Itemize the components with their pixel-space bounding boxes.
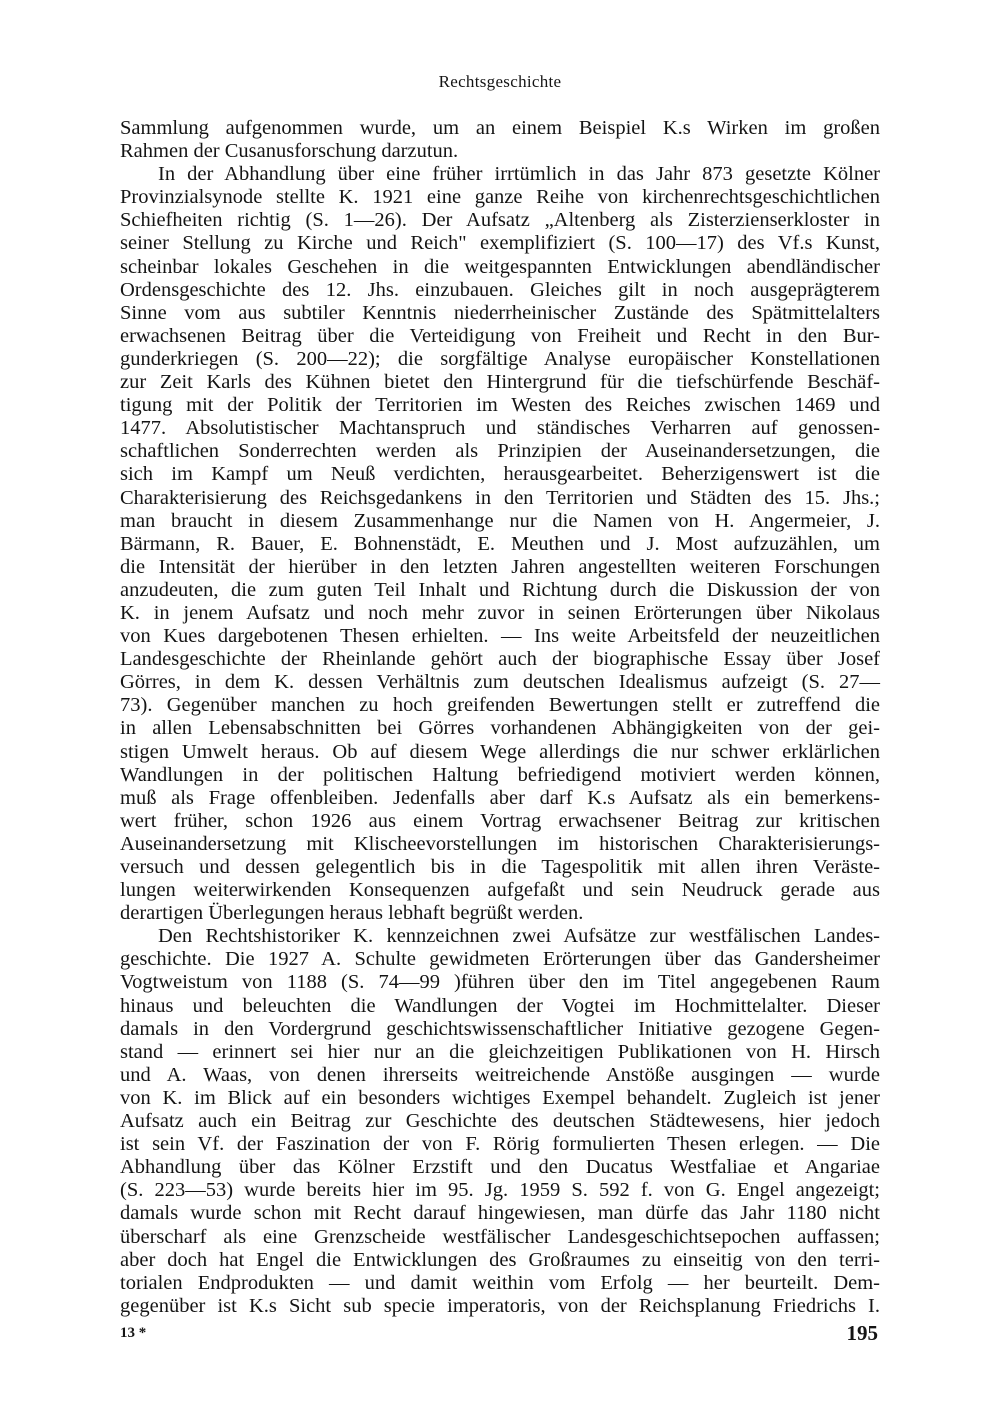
- text-line: damals wurde schon mit Recht darauf hingewiesen, man dürfe das Jahr 1180 nicht: [120, 1202, 880, 1225]
- text-line: Sinne vom aus subtiler Kenntnis niederrheinischer Zustände des Spätmittelalters: [120, 301, 880, 324]
- text-line: damals in den Vordergrund geschichtswissenschaftlicher Initiative gezogene Gegen-: [120, 1017, 880, 1040]
- text-line: Wandlungen in der politischen Haltung befriedigend motiviert werden können,: [120, 763, 880, 786]
- text-line: K. in jenem Aufsatz und noch mehr zuvor in seinen Erörterungen über Nikolaus: [120, 601, 880, 624]
- text-line: Sammlung aufgenommen wurde, um an einem Beispiel K.s Wirken im großen: [120, 117, 880, 139]
- text-line: Schiefheiten richtig (S. 1—26). Der Aufsatz „Altenberg als Zisterzienserkloster in: [120, 209, 880, 232]
- text-line: Auseinandersetzung mit Klischeevorstellungen im historischen Charakterisierungs-: [120, 832, 880, 855]
- text-line: die Intensität der hierüber in den letzten Jahren angestellten weiteren Forschungen: [120, 555, 880, 578]
- text-line: (S. 223—53) wurde bereits hier im 95. Jg. 1959 S. 592 f. von G. Engel angezeigt;: [120, 1179, 880, 1202]
- text-line: Görres, in dem K. dessen Verhältnis zum deutschen Idealismus aufzeigt (S. 27—: [120, 671, 880, 694]
- body-text: [120, 117, 880, 1318]
- text-line: gunderkriegen (S. 200—22); die sorgfältige Analyse europäischer Konstellationen: [120, 347, 880, 370]
- signature-mark: 13 *: [120, 1325, 147, 1341]
- text-line: lungen weiterwirkenden Konsequenzen aufgefaßt und sein Neudruck gerade aus: [120, 879, 880, 902]
- text-line: von K. im Blick auf ein besonders wichtiges Exempel behandelt. Zugleich ist jener: [120, 1086, 880, 1109]
- text-line: Ordensgeschichte des 12. Jhs. einzubauen. Gleiches gilt in noch ausgeprägterem: [120, 278, 880, 301]
- text-line: Abhandlung über das Kölner Erzstift und den Ducatus Westfaliae et Angariae: [120, 1156, 880, 1179]
- text-line: Charakterisierung des Reichsgedankens in den Territorien und Städten des 15. Jhs.;: [120, 486, 880, 509]
- text-line: seiner Stellung zu Kirche und Reich" exemplifiziert (S. 100—17) des Vf.s Kunst,: [120, 232, 880, 255]
- text-line: tigung mit der Politik der Territorien im Westen des Reiches zwischen 1469 und: [120, 394, 880, 417]
- text-line: geschichte. Die 1927 A. Schulte gewidmeten Erörterungen über das Gandersheimer: [120, 948, 880, 971]
- text-line: 1477. Absolutistischer Machtanspruch und ständisches Verharren auf genossen-: [120, 417, 880, 440]
- text-line: gegenüber ist K.s Sicht sub specie imperatoris, von der Reichsplanung Friedrichs I.: [120, 1294, 880, 1317]
- text-line: wert früher, schon 1926 aus einem Vortrag erwachsener Beitrag zur kritischen: [120, 809, 880, 832]
- text-line: aber doch hat Engel die Entwicklungen des Großraumes zu einseitig von den terri-: [120, 1248, 880, 1271]
- text-line: erwachsenen Beitrag über die Verteidigung von Freiheit und Recht in den Bur-: [120, 324, 880, 347]
- text-line: und A. Waas, von denen ihrerseits weitreichende Anstöße ausgingen — wurde: [120, 1063, 880, 1086]
- text-line: von Kues dargebotenen Thesen erhielten. — Ins weite Arbeitsfeld der neuzeitlichen: [120, 625, 880, 648]
- text-line: in allen Lebensabschnitten bei Görres vorhandenen Abhängigkeiten von der gei-: [120, 717, 880, 740]
- text-line: Rahmen der Cusanusforschung darzutun.: [120, 140, 459, 163]
- text-line: Den Rechtshistoriker K. kennzeichnen zwei Aufsätze zur westfälischen Landes-: [158, 925, 880, 948]
- text-line: 73). Gegenüber manchen zu hoch greifenden Bewertungen stellt er zutreffend die: [120, 694, 880, 717]
- text-line: Landesgeschichte der Rheinlande gehört auch der biographische Essay über Josef: [120, 648, 880, 671]
- text-line: anzudeuten, die zum guten Teil Inhalt und Richtung durch die Diskussion der von: [120, 578, 880, 601]
- text-line: man braucht in diesem Zusammenhange nur die Namen von H. Angermeier, J.: [120, 509, 880, 532]
- text-line: muß als Frage offenbleiben. Jedenfalls aber darf K.s Aufsatz als ein bemerkens-: [120, 786, 880, 809]
- text-line: Bärmann, R. Bauer, E. Bohnenstädt, E. Meuthen und J. Most aufzuzählen, um: [120, 532, 880, 555]
- text-line: schaftlichen Sonderrechten werden als Prinzipien der Auseinandersetzungen, die: [120, 440, 880, 463]
- text-line: In der Abhandlung über eine früher irrtümlich in das Jahr 873 gesetzte Kölner: [158, 163, 880, 186]
- text-line: Aufsatz auch ein Beitrag zur Geschichte des deutschen Städtewesens, hier jedoch: [120, 1110, 880, 1133]
- text-line: hinaus und beleuchten die Wandlungen der Vogtei im Hochmittelalter. Dieser: [120, 994, 880, 1017]
- text-line: scheinbar lokales Geschehen in die weitgespannten Entwicklungen abendländischer: [120, 255, 880, 278]
- text-line: zur Zeit Karls des Kühnen bietet den Hintergrund für die tiefschürfende Beschäf-: [120, 371, 880, 394]
- text-line: überscharf als eine Grenzscheide westfälischer Landesgeschichtsepochen auffassen;: [120, 1225, 880, 1248]
- text-line: stigen Umwelt heraus. Ob auf diesem Wege allerdings die nur schwer erklärlichen: [120, 740, 880, 763]
- text-line: torialen Endprodukten — und damit weithin vom Erfolg — her beurteilt. Dem-: [120, 1271, 880, 1294]
- text-line: versuch und dessen gelegentlich bis in die Tagespolitik mit allen ihren Veräste-: [120, 856, 880, 878]
- text-line: sich im Kampf um Neuß verdichten, herausgearbeitet. Beherzigenswert ist die: [120, 463, 880, 486]
- text-line: ist sein Vf. der Faszination der von F. Rörig formulierten Thesen erlegen. — Die: [120, 1133, 880, 1156]
- text-line: Provinzialsynode stellte K. 1921 eine ganze Reihe von kirchenrechtsgeschichtlichen: [120, 186, 880, 209]
- text-line: stand — erinnert sei hier nur an die gleichzeitigen Publikationen von H. Hirsch: [120, 1040, 880, 1063]
- text-line: derartigen Überlegungen heraus lebhaft begrüßt werden.: [120, 902, 584, 925]
- text-line: Vogtweistum von 1188 (S. 74—99 )führen über den im Titel angegebenen Raum: [120, 971, 880, 994]
- running-head: Rechtsgeschichte: [438, 72, 562, 91]
- page-number: 195: [846, 1321, 878, 1345]
